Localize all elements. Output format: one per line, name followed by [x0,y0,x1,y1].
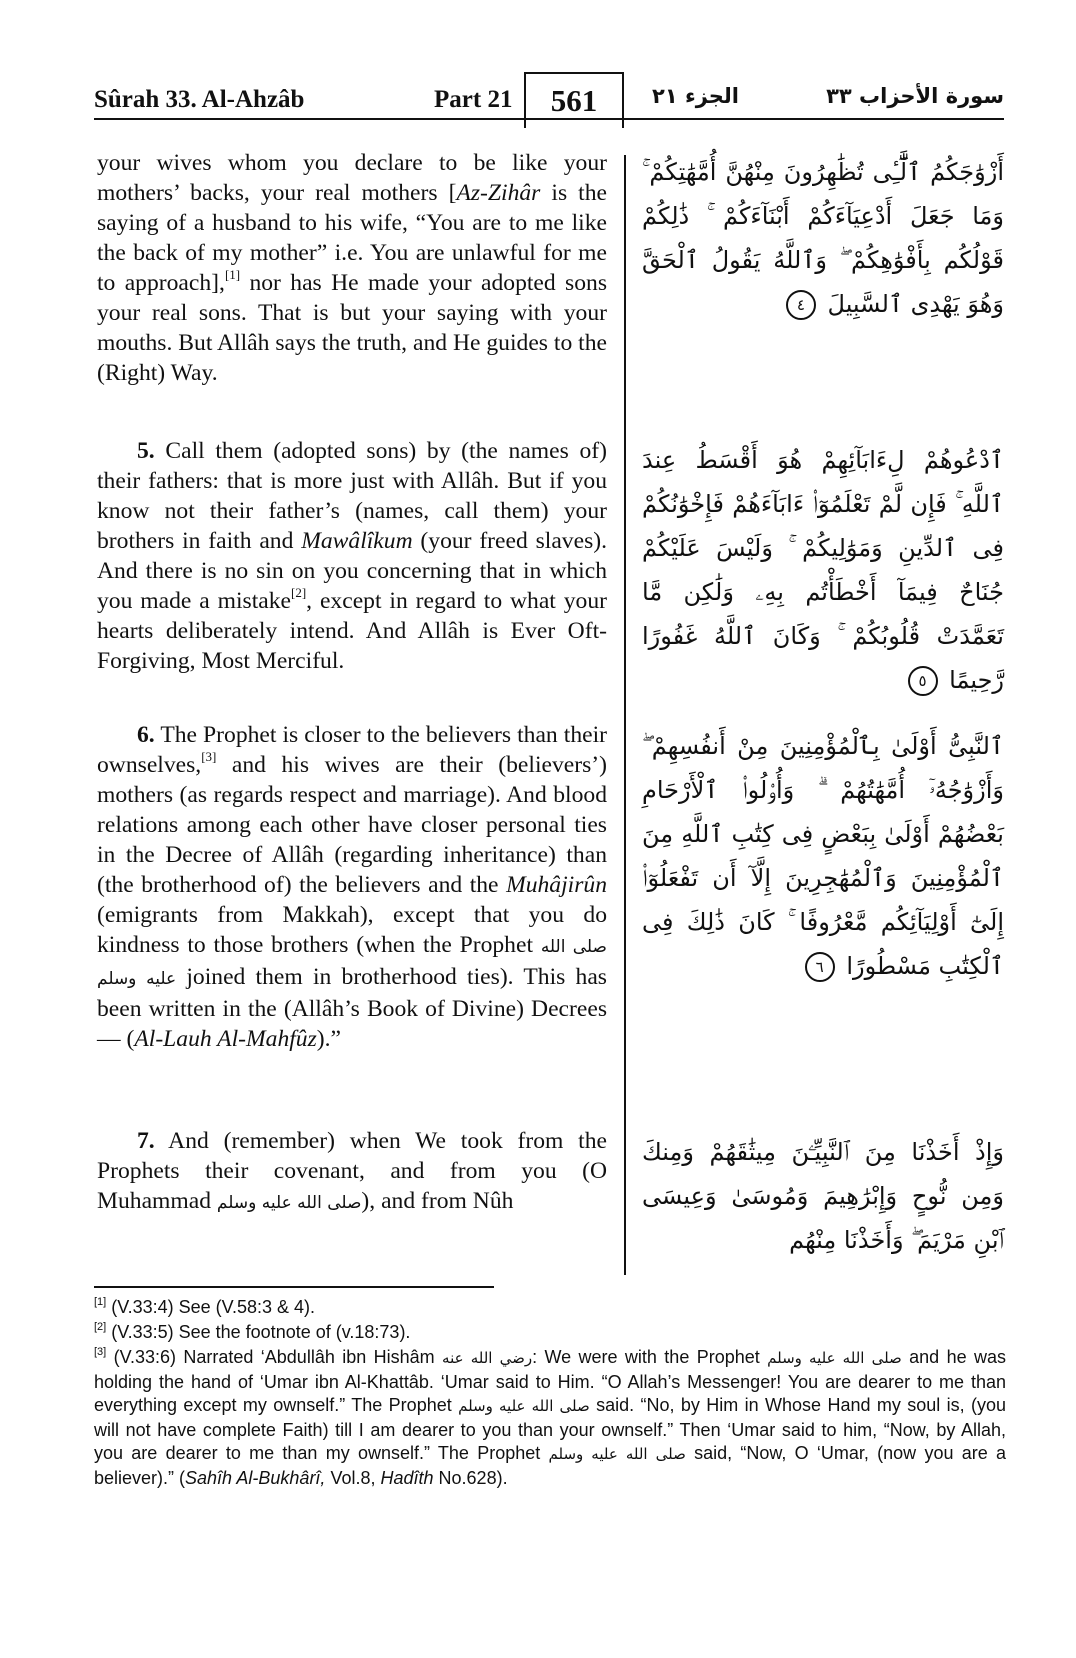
footnote-3: [3] (V.33:6) Narrated ‘Abdullâh ibn Hishâm رضي الله عنه: We were with the Prophet صلى الله عليه وسلم and he was holding the hand of ‘Umar ibn Al-Khattâb. ‘Umar said to Him. “O Allah’s Messenger! You are dearer to me than everything except my ownself.” The Prophet صلى الله عليه وسلم said. “No, by Him in Whose Hand my soul is, (you will not have complete Faith) till I am dearer to you than your ownself.” Then ‘Umar said to him, “Now, by Allah, you are dearer to me than my ownself.” The Prophet صلى الله عليه وسلم said, “Now, O ‘Umar, (now you are a believer).” (Sahîh Al-Bukhârî, Vol.8, Hadîth No.628). [94,1346,1007,1488]
footnote-2: [2] (V.33:5) See the footnote of (v.18:73). [94,1321,411,1342]
verse-number: 7. [137,1128,155,1154]
arabic-part-label: الجزء ٢١ [652,84,739,108]
page-header [94,80,1004,118]
page-number: 561 [524,72,624,128]
salawat-inline: صلى الله عليه وسلم [97,937,607,989]
header-rule [94,118,1004,120]
part-label: Part 21 [434,86,513,113]
arabic-surah-title: سورة الأحزاب ٣٣ [826,84,1004,108]
english-verse-7: 7. And (remember) when We took from the Prophets their covenant, and from you (O Muhammad صلى الله عليه وسلم), and from Nûh [97,1128,607,1214]
english-verse-5: 5. Call them (adopted sons) by (the names of) their fathers: that is more just with Allâh. But if you know not their father’s (names, call them) your brothers in faith and Mawâlîkum (your freed slaves). And there is no sin on you concerning that in which you made a mistake[2], except in regard to what your hearts deliberately intend. And Allâh is Ever Oft-Forgiving, Most Merciful. [97,438,608,674]
surah-title: Sûrah 33. Al-Ahzâb [94,86,305,113]
footnote-ref-2[interactable]: [2] [291,585,307,600]
verse-number: 5. [137,438,155,464]
arabic-verse-6: ٱلنَّبِىُّ أَوْلَىٰ بِٱلْمُؤْمِنِينَ مِنْ أَنفُسِهِمْ ۖ وَأَزْوَٰجُهُۥٓ أُمَّهَٰتُهُمْ ۗ وَأُو۟لُوا۟ ٱلْأَرْحَامِ بَعْضُهُمْ أَوْلَىٰ بِبَعْضٍ فِى كِتَٰبِ ٱللَّهِ مِنَ ٱلْمُؤْمِنِينَ وَٱلْمُهَٰجِرِينَ إِلَّآ أَن تَفْعَلُوٓا۟ إِلَىٰٓ أَوْلِيَآئِكُم مَّعْرُوفًا ۚ كَانَ ذَٰلِكَ فِى ٱلْكِتَٰبِ مَسْطُورًا ٦ [642,732,1004,980]
footnote-rule [94,1286,494,1288]
verse-number: 6. [137,722,155,748]
salawat-inline: صلى الله عليه وسلم [216,1193,362,1213]
column-divider [624,155,626,1275]
arabic-verse-7: وَإِذْ أَخَذْنَا مِنَ ٱلنَّبِيِّـۧنَ مِيثَٰقَهُمْ وَمِنكَ وَمِن نُّوحٍ وَإِبْرَٰهِيمَ وَمُوسَىٰ وَعِيسَى ٱبْنِ مَرْيَمَ ۖ وَأَخَذْنَا مِنْهُم [642,1138,1004,1254]
arabic-verse-4: أَزْوَٰجَكُمُ ٱلَّٰٓـِٔى تُظَٰهِرُونَ مِنْهُنَّ أُمَّهَٰتِكُمْ ۚ وَمَا جَعَلَ أَدْعِيَآءَكُمْ أَبْنَآءَكُمْ ۚ ذَٰلِكُمْ قَوْلُكُم بِأَفْوَٰهِكُمْ ۖ وَٱللَّهُ يَقُولُ ٱلْحَقَّ وَهُوَ يَهْدِى ٱلسَّبِيلَ ٤ [642,158,1004,318]
arabic-verse-5: ٱدْعُوهُمْ لِءَابَآئِهِمْ هُوَ أَقْسَطُ عِندَ ٱللَّهِ ۚ فَإِن لَّمْ تَعْلَمُوٓا۟ ءَابَآءَهُمْ فَإِخْوَٰنُكُمْ فِى ٱلدِّينِ وَمَوَٰلِيكُمْ ۚ وَلَيْسَ عَلَيْكُمْ جُنَاحٌ فِيمَآ أَخْطَأْتُم بِهِۦ وَلَٰكِن مَّا تَعَمَّدَتْ قُلُوبُكُمْ ۚ وَكَانَ ٱللَّهُ غَفُورًا رَّحِيمًا ٥ [642,446,1004,694]
english-verse-4: your wives whom you declare to be like your mothers’ backs, your real mothers [Az-Zihâr is the saying of a husband to his wife, “You are to me like the back of my mother” i.e. You are unlawful for me to approach],[1] nor has He made your adopted sons your real sons. That is but your saying with your mouths. But Allâh says the truth, and He guides to the (Right) Way. [97,150,608,386]
footnote-ref-1[interactable]: [1] [224,267,241,282]
ayah-end-marker: ٤ [786,290,816,320]
english-verse-6: 6. The Prophet is closer to the believers than their ownselves,[3] and his wives are their (believers’) mothers (as regards respect and marriage). And blood relations among each other have closer personal ties in the Decree of Allâh (regarding inheritance) than (the brotherhood of) the believers and the Muhâjirûn (emigrants from Makkah), except that you do kindness to those brothers (when the Prophet صلى الله عليه وسلم joined them in brotherhood ties). This has been written in the (Allâh’s Book of Divine) Decrees — (Al-Lauh Al-Mahfûz).” [97,722,607,1052]
ayah-end-marker: ٥ [908,666,938,696]
footnote-1: [1] (V.33:4) See (V.58:3 & 4). [94,1296,316,1317]
ayah-end-marker: ٦ [805,952,835,982]
footnote-ref-3[interactable]: [3] [201,749,217,764]
